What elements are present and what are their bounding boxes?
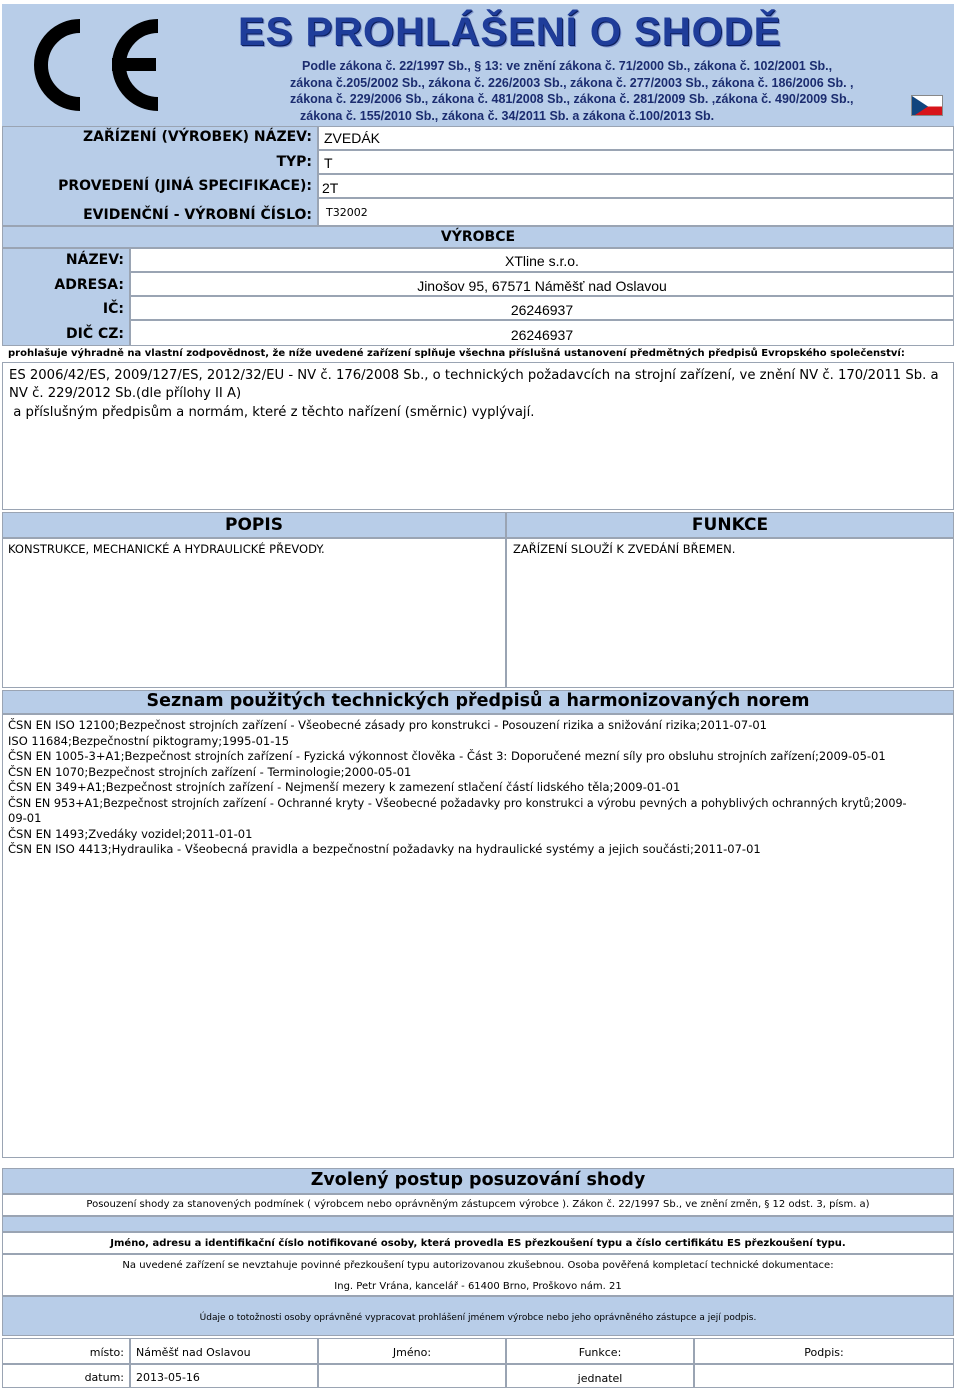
law-line: zákona č.205/2002 Sb., zákona č. 226/2003 Sb., zákona č. 277/2003 Sb., zákona č. 186/2006 Sb. ,	[290, 75, 854, 90]
law-line: Podle zákona č. 22/1997 Sb., § 13: ve znění zákona č. 71/2000 Sb., zákona č. 102/2001 Sb.,	[302, 59, 833, 73]
manufacturer-ic-label: IČ:	[102, 301, 124, 317]
manufacturer-heading: VÝROBCE	[440, 229, 516, 245]
device-type-label: TYP:	[276, 154, 312, 170]
popis-box	[2, 538, 506, 688]
funkce-heading: FUNKCE	[691, 515, 769, 535]
name-label: Jméno:	[392, 1346, 432, 1359]
directives-box	[2, 362, 954, 510]
notified-body-text: Na uvedené zařízení se nevztahuje povinné přezkoušení typu autorizovanou zkušebnou. Osoba pověřená kompletací technické dokumentace:	[122, 1260, 834, 1271]
conformity-heading: Zvolený postup posuzování shody	[310, 1170, 646, 1190]
device-serial-value: T32002	[326, 206, 368, 219]
ce-mark-icon	[2, 4, 224, 126]
date-value: 2013-05-16	[136, 1371, 200, 1384]
header-logo-panel	[2, 4, 224, 126]
standard-item: ČSN EN 1070;Bezpečnost strojních zařízení - Terminologie;2000-05-01	[8, 764, 412, 779]
directives-line: NV č. 229/2012 Sb.(dle přílohy II A)	[9, 386, 242, 401]
manufacturer-dic-label: DIČ CZ:	[65, 326, 124, 342]
conformity-procedure: Posouzení shody za stanovených podmínek ( výrobcem nebo oprávněným zástupcem výrobce ). Zákon č. 22/1997 Sb., ve znění změn, § 12 odst. 3, písm. a)	[86, 1199, 870, 1210]
document-title: ES PROHLÁŠENÍ O SHODĚ	[238, 10, 782, 54]
standard-item: ČSN EN 1005-3+A1;Bezpečnost strojních zařízení - Fyzická výkonnost člověka - Část 3: Doporučené mezní síly pro obsluhu strojních zařízení;2009-05-01	[8, 749, 886, 763]
standards-heading: Seznam použitých technických předpisů a harmonizovaných norem	[146, 691, 810, 711]
law-references	[290, 58, 930, 124]
standard-item: 09-01	[8, 811, 42, 825]
standard-item: ČSN EN ISO 12100;Bezpečnost strojních zařízení - Všeobecné zásady pro konstrukci - Posouzení rizika a snižování rizika;2011-07-01	[8, 718, 767, 732]
function-value: jednatel	[577, 1372, 623, 1385]
notified-body-heading: Jméno, adresu a identifikační číslo notifikované osoby, která provedla ES přezkoušení typu a číslo certifikátu ES přezkoušení typu.	[110, 1238, 846, 1249]
date-label: datum:	[84, 1371, 124, 1384]
law-line: zákona č. 155/2010 Sb., zákona č. 34/2011 Sb. a zákona č.100/2013 Sb.	[300, 108, 715, 123]
device-type-value: T	[324, 155, 333, 171]
czech-flag-icon	[911, 95, 943, 116]
device-name-label: ZAŘÍZENÍ (VÝROBEK) NÁZEV:	[83, 129, 312, 145]
manufacturer-name-value: XTline s.r.o.	[505, 253, 579, 269]
funkce-box	[506, 538, 954, 688]
standard-item: ČSN EN 1493;Zvedáky vozidel;2011-01-01	[8, 826, 253, 841]
declaration-intro: prohlašuje výhradně na vlastní zodpovědnost, že níže uvedené zařízení splňuje všechna příslušná ustanovení předmětných předpisů Evropského společenství:	[8, 348, 905, 359]
place-value: Náměšť nad Oslavou	[136, 1346, 251, 1359]
popis-text: KONSTRUKCE, MECHANICKÉ A HYDRAULICKÉ PŘEVODY.	[8, 542, 325, 556]
place-label: místo:	[89, 1346, 124, 1359]
directives-line: ES 2006/42/ES, 2009/127/ES, 2012/32/EU - NV č. 176/2008 Sb., o technických požadavcích na strojní zařízení, ve znění NV č. 170/2011 Sb. a	[9, 368, 939, 383]
manufacturer-dic-value: 26246937	[510, 327, 574, 343]
directives-line: a příslušným předpisům a normám, které z těchto nařízení (směrnic) vyplývají.	[9, 405, 535, 420]
function-label: Funkce:	[578, 1346, 622, 1359]
law-line: zákona č. 229/2006 Sb., zákona č. 481/2008 Sb., zákona č. 281/2009 Sb. ,zákona č. 490/2009 Sb.,	[290, 92, 854, 106]
popis-heading: POPIS	[225, 515, 283, 535]
manufacturer-address-value: Jinošov 95, 67571 Náměšť nad Oslavou	[417, 278, 667, 294]
device-variant-label: PROVEDENÍ (JINÁ SPECIFIKACE):	[58, 178, 312, 194]
tech-documentation-person: Ing. Petr Vrána, kancelář - 61400 Brno, Proškovo nám. 21	[334, 1281, 622, 1292]
device-serial-label: EVIDENČNÍ - VÝROBNÍ ČÍSLO:	[83, 207, 312, 223]
manufacturer-address-label: ADRESA:	[54, 277, 124, 293]
standard-item: ČSN EN 953+A1;Bezpečnost strojních zařízení - Ochranné kryty - Všeobecné požadavky pro konstrukci a výrobu pevných a pohyblivých ochranných krytů;2009-	[8, 796, 907, 810]
device-name-value: ZVEDÁK	[324, 130, 381, 146]
funkce-text: ZAŘÍZENÍ SLOUŽÍ K ZVEDÁNÍ BŘEMEN.	[513, 542, 736, 556]
standard-item: ČSN EN 349+A1;Bezpečnost strojních zařízení - Nejmenší mezery k zamezení stlačení částí lidského těla;2009-01-01	[8, 780, 681, 794]
standards-list	[8, 718, 952, 858]
signature-label: Podpis:	[804, 1346, 844, 1359]
identity-note: Údaje o totožnosti osoby oprávněné vypracovat prohlášení jménem výrobce nebo jeho oprávněného zástupce a její podpis.	[199, 1313, 757, 1323]
device-variant-value: 2T	[322, 180, 339, 196]
header-title-panel	[224, 4, 954, 126]
manufacturer-ic-value: 26246937	[510, 302, 574, 318]
standard-item: ISO 11684;Bezpečnostní piktogramy;1995-01-15	[8, 733, 290, 748]
standard-item: ČSN EN ISO 4413;Hydraulika - Všeobecná pravidla a bezpečnostní požadavky na hydraulické systémy a jejich součásti;2011-07-01	[8, 842, 761, 856]
manufacturer-name-label: NÁZEV:	[65, 252, 124, 268]
